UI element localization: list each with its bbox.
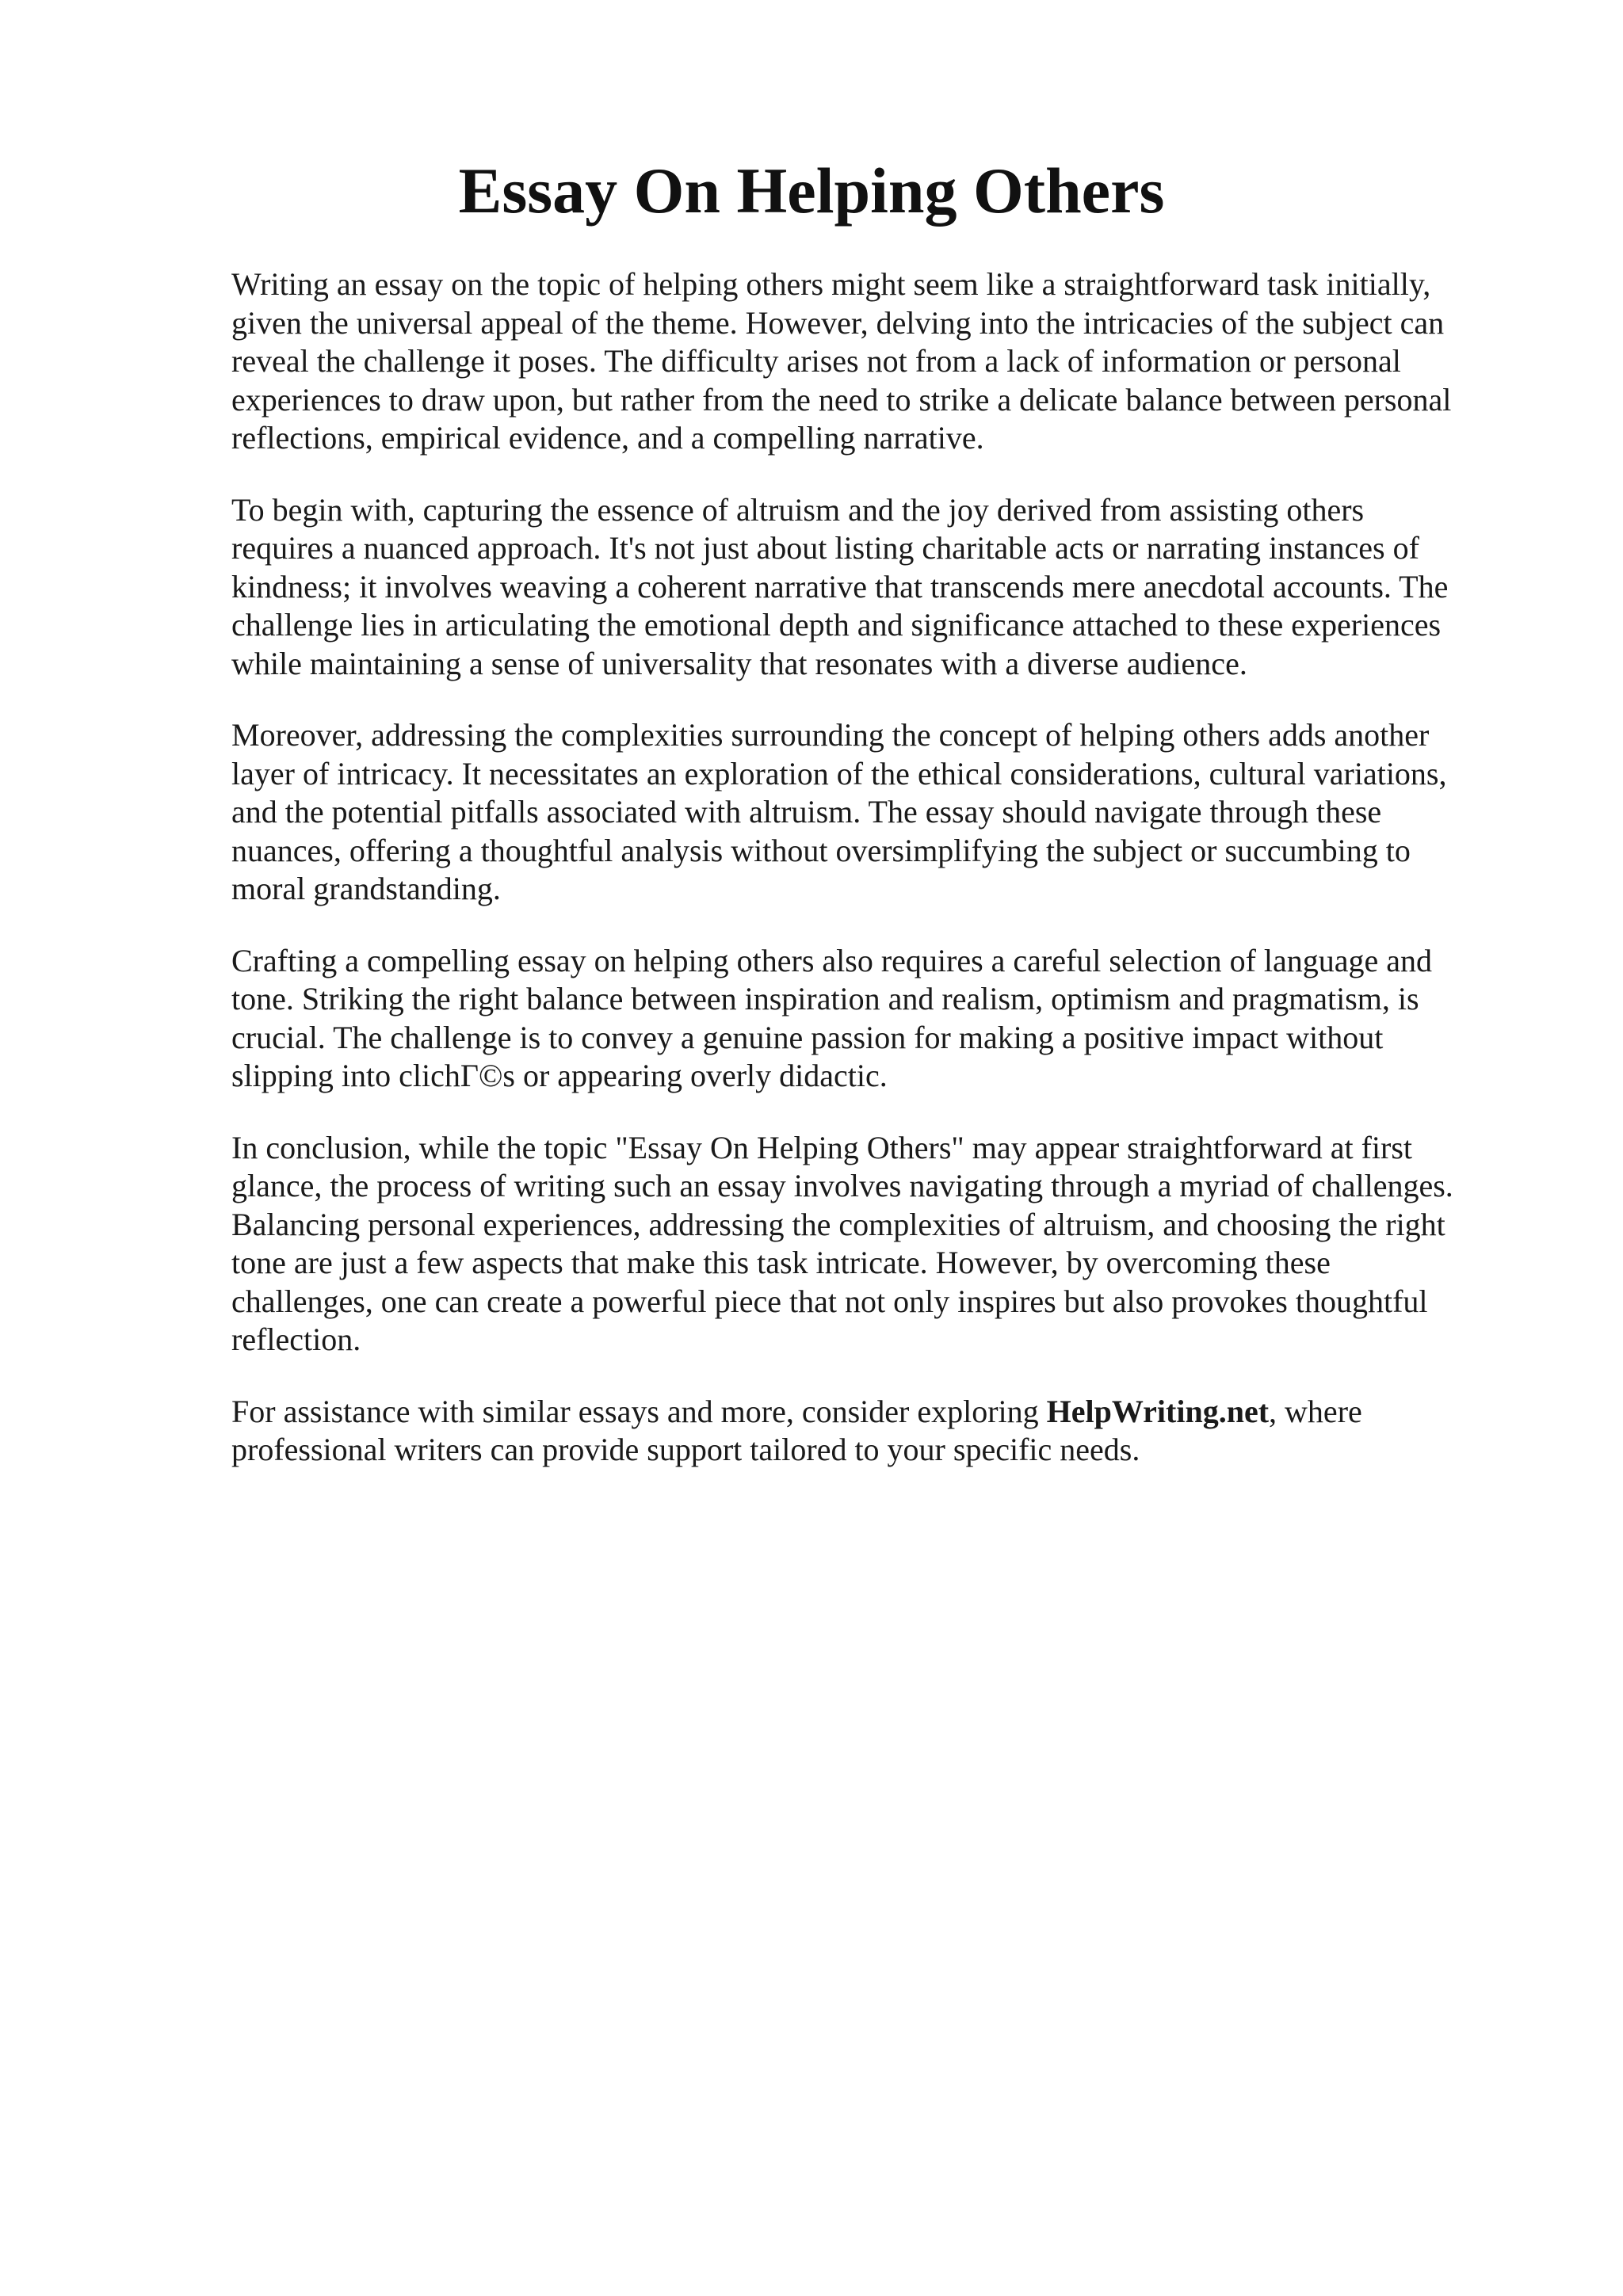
text-line: requires a nuanced approach. It's not just about listing charitable acts or narrating instances of	[231, 530, 1419, 566]
text-line: reveal the challenge it poses. The difficulty arises not from a lack of information or personal	[231, 343, 1401, 379]
paragraph-1	[231, 265, 1515, 458]
text-line: nuances, offering a thoughtful analysis without oversimplifying the subject or succumbing to	[231, 832, 1411, 868]
text-line: reflection.	[231, 1322, 361, 1357]
text-line: slipping into clichΓ©s or appearing overly didactic.	[231, 1058, 888, 1093]
closing-line-2: professional writers can provide support tailored to your specific needs.	[231, 1432, 1140, 1467]
paragraph-2	[231, 491, 1515, 684]
document-title: Essay On Helping Others	[458, 154, 1165, 227]
text-line: reflections, empirical evidence, and a compelling narrative.	[231, 420, 984, 456]
text-line: In conclusion, while the topic "Essay On Helping Others" may appear straightforward at first	[231, 1129, 1413, 1165]
text-line: while maintaining a sense of universality that resonates with a diverse audience.	[231, 645, 1247, 681]
brand-link-helpwriting[interactable]: HelpWriting.net	[1046, 1393, 1270, 1429]
closing-text-before: For assistance with similar essays and more, consider exploring	[231, 1393, 1047, 1429]
paragraph-5	[231, 1129, 1515, 1360]
text-line: tone are just a few aspects that make this task intricate. However, by overcoming these	[231, 1245, 1331, 1280]
text-line: Crafting a compelling essay on helping others also requires a careful selection of language and	[231, 942, 1433, 978]
text-line: Moreover, addressing the complexities surrounding the concept of helping others adds another	[231, 717, 1430, 753]
text-line: and the potential pitfalls associated with altruism. The essay should navigate through these	[231, 794, 1382, 830]
text-line: tone. Striking the right balance between inspiration and realism, optimism and pragmatism, is	[231, 981, 1419, 1016]
text-line: crucial. The challenge is to convey a genuine passion for making a positive impact without	[231, 1019, 1384, 1055]
closing-paragraph	[231, 1393, 1515, 1470]
text-line: Writing an essay on the topic of helping others might seem like a straightforward task initially,	[231, 266, 1431, 302]
paragraph-4	[231, 942, 1515, 1096]
text-line: glance, the process of writing such an essay involves navigating through a myriad of challenges.	[231, 1168, 1453, 1203]
text-line: moral grandstanding.	[231, 871, 501, 906]
text-line: To begin with, capturing the essence of altruism and the joy derived from assisting others	[231, 491, 1365, 528]
text-line: experiences to draw upon, but rather from the need to strike a delicate balance between personal	[231, 381, 1452, 418]
closing-line-1	[231, 1393, 1515, 1432]
closing-text-after: , where	[1269, 1393, 1362, 1429]
text-line: challenges, one can create a powerful piece that not only inspires but also provokes thoughtful	[231, 1283, 1428, 1319]
text-line: given the universal appeal of the theme. However, delving into the intricacies of the subject can	[231, 304, 1445, 341]
paragraph-3	[231, 716, 1515, 909]
text-line: layer of intricacy. It necessitates an exploration of the ethical considerations, cultural variations,	[231, 755, 1447, 791]
document-body	[231, 265, 1515, 1503]
text-line: Balancing personal experiences, addressing the complexities of altruism, and choosing the right	[231, 1206, 1445, 1242]
text-line: kindness; it involves weaving a coherent narrative that transcends mere anecdotal accounts. The	[231, 568, 1449, 605]
text-line: challenge lies in articulating the emotional depth and significance attached to these experiences	[231, 607, 1442, 643]
